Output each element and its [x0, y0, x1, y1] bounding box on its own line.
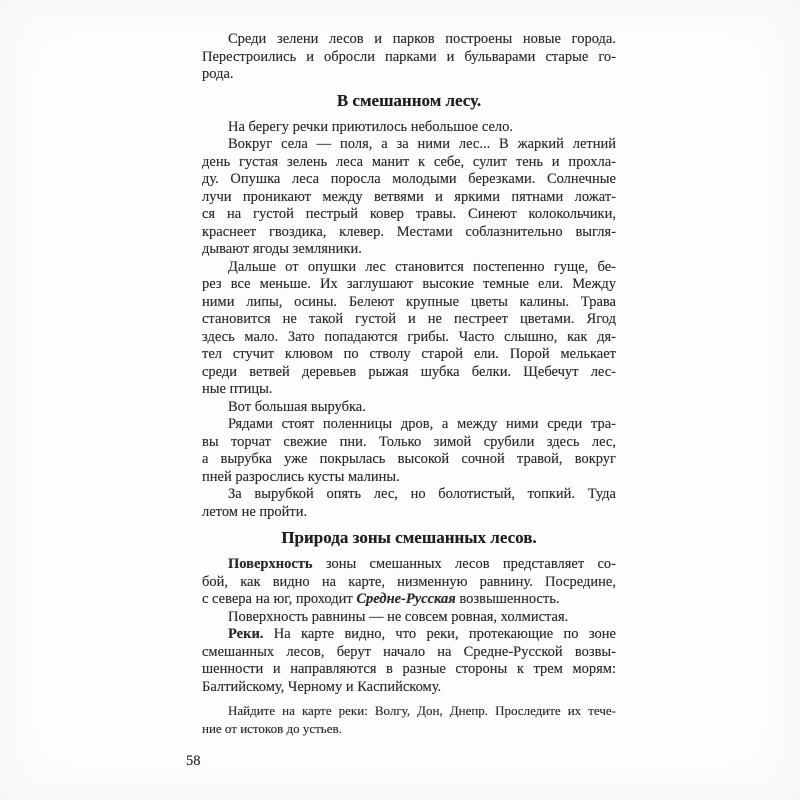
text-line — [202, 294, 616, 312]
paragraph — [202, 416, 616, 486]
text-line — [202, 346, 616, 364]
text-segment: На карте видно, что реки, протекающие по зоне — [263, 626, 616, 642]
paragraph — [202, 136, 616, 259]
text-line — [202, 702, 616, 720]
text-line — [202, 31, 616, 49]
text-segment: дывают ягоды земляники. — [202, 241, 362, 257]
text-line — [202, 276, 616, 294]
text-line — [202, 119, 616, 137]
paragraph — [202, 31, 616, 84]
text-line — [202, 469, 616, 487]
text-segment: рез все меньше. Их заглушают высокие темные ели. Между — [202, 276, 616, 292]
paragraph — [202, 556, 616, 609]
text-line — [202, 644, 616, 662]
text-segment: зоны смешанных лесов представляет со- — [312, 556, 616, 572]
text-line — [202, 224, 616, 242]
page-number: 58 — [186, 753, 201, 769]
text-line — [202, 399, 616, 417]
paragraph — [202, 486, 616, 521]
text-line — [202, 329, 616, 347]
text-line — [202, 609, 616, 627]
text-line — [202, 486, 616, 504]
text-segment: Среди зелени лесов и парков построены новые города. — [228, 31, 616, 47]
text-line — [202, 451, 616, 469]
text-line — [202, 679, 616, 697]
text-segment: За вырубкой опять лес, но болотистый, топкий. Туда — [228, 486, 616, 502]
text-line — [202, 136, 616, 154]
text-line — [202, 171, 616, 189]
text-line — [202, 556, 616, 574]
text-line — [202, 416, 616, 434]
text-line — [202, 574, 616, 592]
text-segment: день густая зелень леса манит к себе, сулит тень и прохла- — [202, 153, 616, 170]
paragraph — [202, 399, 616, 417]
text-line — [202, 591, 616, 609]
text-segment: Найдите на карте реки: Волгу, Дон, Днепр. Проследите их тече- — [228, 703, 616, 718]
text-line — [202, 259, 616, 277]
text-segment: смешанных лесов, берут начало на Средне-Русской возвы- — [202, 643, 616, 660]
text-segment: краснеет гвоздика, клевер. Местами соблазнительно выгля- — [202, 223, 616, 240]
text-line — [202, 154, 616, 172]
section-heading: Природа зоны смешанных лесов. — [281, 528, 537, 547]
text-line — [202, 66, 616, 84]
text-segment: летом не пройти. — [202, 503, 308, 520]
text-line — [202, 189, 616, 207]
section-heading: В смешанном лесу. — [336, 90, 482, 110]
text-line — [202, 49, 616, 67]
text-segment: Рядами стоят поленницы дров, а между ними среди тра- — [228, 416, 616, 432]
text-line — [202, 434, 616, 452]
text-segment: Перестроились и обросли парками и бульварами старые го- — [202, 48, 616, 65]
text-segment: пней разрослись кусты малины. — [202, 468, 400, 485]
paragraph — [202, 259, 616, 399]
text-segment: Вокруг села — поля, а за ними лес... В жаркий летний — [228, 136, 616, 152]
text-segment: ные птицы. — [202, 381, 273, 397]
text-segment: Вот большая вырубка. — [228, 398, 366, 415]
paragraph — [202, 626, 616, 696]
text-segment: ся на густой пестрый ковер травы. Синеют колокольчики, — [202, 206, 616, 222]
text-line — [202, 626, 616, 644]
text-line — [202, 381, 616, 399]
text-segment: а вырубка уже покрылась высокой сочной травой, вокруг — [202, 451, 616, 467]
text-segment: Поверхность равнины — не совсем ровная, холмистая. — [228, 608, 569, 625]
text-segment: лучи проникают между ветвями и яркими пятнами ложат- — [202, 188, 616, 205]
text-line — [202, 241, 616, 259]
text-line — [202, 311, 616, 329]
text-line — [202, 206, 616, 224]
text-segment: ду. Опушка леса поросла молодыми березками. Солнечные — [202, 171, 616, 187]
text-column — [186, 31, 616, 770]
paragraph — [202, 609, 616, 627]
text-segment: Поверхность — [228, 556, 313, 572]
text-line — [202, 661, 616, 679]
text-segment: рода. — [202, 66, 234, 82]
text-segment: Средне-Русская — [356, 591, 456, 607]
text-line — [202, 364, 616, 382]
page-content — [202, 31, 616, 737]
text-line — [202, 720, 616, 738]
text-segment: Балтийскому, Черному и Каспийскому. — [202, 678, 442, 695]
text-segment: бой, как видно на карте, низменную равнину. Посредине, — [202, 573, 616, 590]
text-segment: ние от истоков до устьев. — [202, 720, 342, 736]
text-segment: Дальше от опушки лес становится постепенно гуще, бе- — [228, 258, 616, 275]
paragraph — [202, 702, 616, 737]
text-segment: среди ветвей деревьев рыжая шубка белки. Щебечут лес- — [202, 363, 616, 380]
paragraph — [202, 119, 616, 137]
text-segment: ними липы, осины. Белеют крупные цветы калины. Трава — [202, 293, 616, 310]
text-segment: вы торчат свежие пни. Только зимой срубили здесь лес, — [202, 433, 616, 450]
text-line — [202, 504, 616, 522]
text-segment: здесь мало. Зато попадаются грибы. Часто слышно, как дя- — [202, 328, 616, 345]
text-segment: становится не такой густой и не пестреет цветами. Ягод — [202, 311, 616, 327]
text-segment: тел стучит клювом по стволу старой ели. Порой мелькает — [202, 346, 616, 362]
text-segment: возвышенность. — [455, 591, 560, 607]
text-segment: с севера на юг, проходит — [202, 591, 357, 607]
text-segment: На берегу речки приютилось небольшое село. — [228, 118, 514, 135]
text-segment: Реки. — [228, 626, 264, 642]
text-segment: шенности и направляются в разные стороны к трем морям: — [202, 661, 616, 677]
